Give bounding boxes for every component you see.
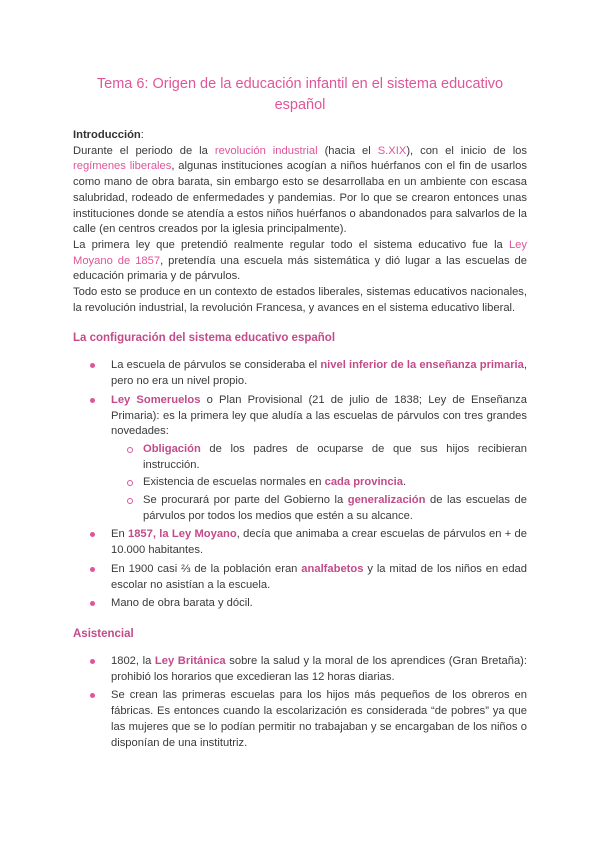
list-item: Mano de obra barata y dócil.: [73, 596, 527, 612]
section-heading-asistencial: Asistencial: [73, 627, 134, 640]
list-item: En 1857, la Ley Moyano, decía que animaba a crear escuelas de párvulos en + de 10.000 habitantes.: [73, 527, 527, 558]
section1-list: [73, 358, 527, 612]
intro-paragraph-1: Durante el periodo de la revolución industrial (hacia el S.XIX), con el inicio de los regímenes liberales, algunas instituciones acogían a niños huérfanos con el fin de usarlos como mano de obra barata, sin embargo esto se desarrollaba en un ambiente con escasa salubridad, rodeado de enfermedades y pandemias. Por lo que se crearon entonces unas instituciones donde se atendía a estos niños huérfanos o abandonados para salvarlos de la calle (en centros creados por la iglesia principalmente).: [73, 144, 527, 236]
list-item: 1802, la Ley Británica sobre la salud y la moral de los aprendices (Gran Bretaña): prohibió los horarios que excedieran las 12 horas diarias.: [73, 654, 527, 685]
section-heading-configuracion: La configuración del sistema educativo español: [73, 332, 336, 345]
page-title: Tema 6: Origen de la educación infantil en el sistema educativo español: [96, 76, 504, 113]
intro-paragraph-2: La primera ley que pretendió realmente regular todo el sistema educativo fue la Ley Moyano de 1857, pretendía una escuela más sistemática y dió lugar a las escuelas de educación primaria y de párvulos.: [73, 238, 527, 283]
sublist-item: Se procurará por parte del Gobierno la generalización de las escuelas de párvulos por todos los medios que estén a su alcance.: [111, 493, 527, 524]
document-page: [73, 74, 527, 754]
highlight-regimenes-liberales: regímenes liberales: [73, 160, 172, 173]
list-item: Se crean las primeras escuelas para los hijos más pequeños de los obreros en fábricas. Es entonces cuando la escolarización es considerada “de pobres” ya que las mujeres que se lo podían permitir no trabajaban y se encargaban de los niños o disponían de una institutriz.: [73, 688, 527, 751]
highlight-sxix: S.XIX: [377, 144, 407, 157]
sublist-item: Existencia de escuelas normales en cada provincia.: [111, 475, 527, 491]
list-item: La escuela de párvulos se consideraba el nivel inferior de la enseñanza primaria, pero no era un nivel propio.: [73, 358, 527, 389]
list-item: Ley Someruelos o Plan Provisional (21 de julio de 1838; Ley de Enseñanza Primaria): es la primera ley que aludía a las escuelas de párvulos con tres grandes novedades: Obligación de los padres de ocuparse de que sus hijos recibieran instrucción. Existencia de escuelas normales en cada provincia. Se procurará por parte del Gobierno la generalización de las escuelas de párvulos por todos los medios que estén a su alcance.: [73, 393, 527, 525]
highlight-ley-moyano: Ley Moyano de 1857: [73, 238, 527, 267]
section2-list: [73, 654, 527, 751]
sublist-item: Obligación de los padres de ocuparse de que sus hijos recibieran instrucción.: [111, 442, 527, 473]
list-item: En 1900 casi ⅔ de la población eran analfabetos y la mitad de los niños en edad escolar no asistían a la escuela.: [73, 562, 527, 593]
sublist: [111, 442, 527, 525]
intro-heading: Introducción:: [73, 129, 144, 141]
intro-paragraph-3: Todo esto se produce en un contexto de estados liberales, sistemas educativos nacionales, la revolución industrial, la revolución Francesa, y avances en el sistema educativo liberal.: [73, 286, 527, 314]
highlight-revolucion-industrial: revolución industrial: [214, 144, 318, 157]
